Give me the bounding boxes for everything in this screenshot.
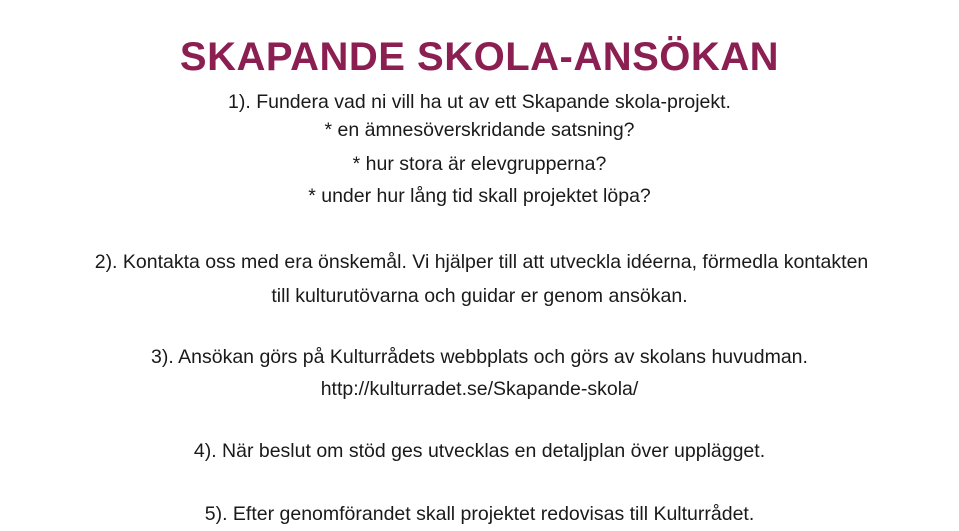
step-3-text: 3). Ansökan görs på Kulturrådets webbplats och görs av skolans huvudman.: [151, 346, 808, 368]
step-1-text: 1). Fundera vad ni vill ha ut av ett Skapande skola-projekt.: [228, 91, 731, 113]
page-title: SKAPANDE SKOLA-ANSÖKAN: [179, 34, 780, 79]
step-1-bullet-1: * en ämnesöverskridande satsning?: [324, 119, 635, 141]
step-2-text-line-2: till kulturutövarna och guidar er genom ansökan.: [271, 285, 688, 307]
step-1-bullet-2: * hur stora är elevgrupperna?: [352, 153, 607, 175]
step-5-text: 5). Efter genomförandet skall projektet redovisas till Kulturrådet.: [204, 503, 755, 525]
step-1-bullet-3: * under hur lång tid skall projektet löpa?: [308, 185, 651, 207]
step-2-text-line-1: 2). Kontakta oss med era önskemål. Vi hjälper till att utveckla idéerna, förmedla kontakten: [94, 251, 869, 273]
step-4-text: 4). När beslut om stöd ges utvecklas en detaljplan över upplägget.: [193, 440, 766, 462]
step-3-url: http://kulturradet.se/Skapande-skola/: [320, 378, 639, 400]
